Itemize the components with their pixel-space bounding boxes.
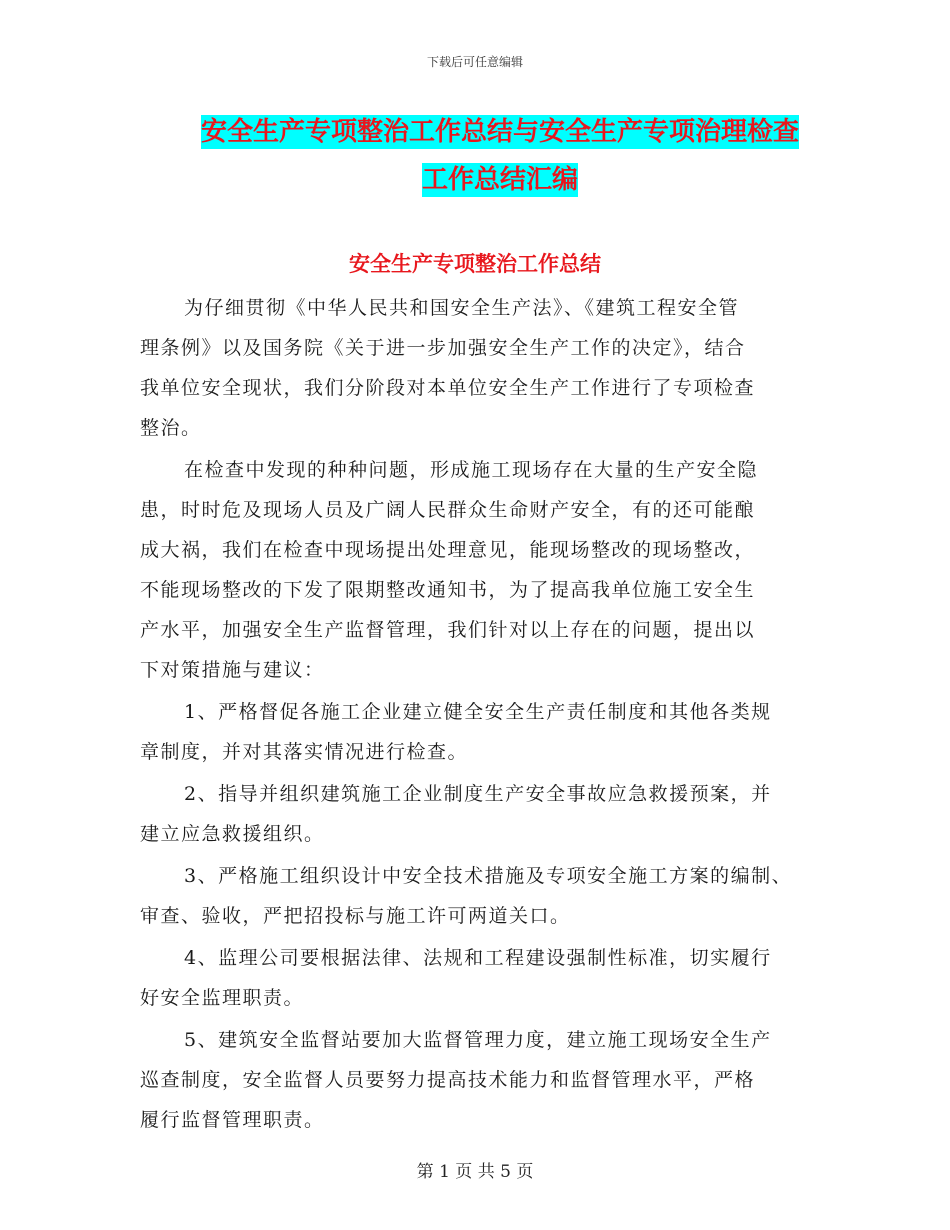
paragraph-line: 建立应急救援组织。: [140, 823, 325, 845]
paragraph-line: 患，时时危及现场人员及广阔人民群众生命财产安全，有的还可能酿: [140, 499, 756, 521]
list-item: [140, 692, 810, 772]
paragraph-line: 审查、验收，严把招投标与施工许可两道关口。: [140, 905, 571, 927]
paragraph-line: 5、建筑安全监督站要加大监督管理力度，建立施工现场安全生产: [184, 1029, 772, 1051]
list-item: [140, 1020, 810, 1140]
paragraph-line: 1、严格督促各施工企业建立健全安全生产责任制度和其他各类规: [184, 701, 772, 723]
page-number: 第 1 页 共 5 页: [416, 1162, 534, 1182]
section-title: 安全生产专项整治工作总结: [349, 252, 601, 276]
header-note: 下载后可任意编辑: [426, 55, 523, 69]
paragraph-line: 履行监督管理职责。: [140, 1109, 325, 1131]
paragraph-line: 巡查制度，安全监督人员要努力提高技术能力和监督管理水平，严格: [140, 1069, 756, 1091]
paragraph-line: 章制度，并对其落实情况进行检查。: [140, 741, 469, 763]
paragraph-line: 下对策措施与建议：: [140, 659, 325, 681]
paragraph-line: 整治。: [140, 417, 202, 439]
paragraph: [140, 450, 810, 690]
paragraph: [140, 288, 810, 448]
paragraph-line: 成大祸，我们在检查中现场提出处理意见，能现场整改的现场整改，: [140, 539, 756, 561]
paragraph-line: 产水平，加强安全生产监督管理，我们针对以上存在的问题，提出以: [140, 619, 756, 641]
list-item: [140, 774, 810, 854]
paragraph-line: 我单位安全现状，我们分阶段对本单位安全生产工作进行了专项检查: [140, 377, 756, 399]
document-body: [140, 288, 810, 1142]
list-item: [140, 856, 810, 936]
paragraph-line: 好安全监理职责。: [140, 987, 305, 1009]
document-title-line-1: 安全生产专项整治工作总结与安全生产专项治理检查: [200, 117, 799, 147]
paragraph-line: 2、指导并组织建筑施工企业制度生产安全事故应急救援预案，并: [184, 783, 772, 805]
paragraph-line: 不能现场整改的下发了限期整改通知书，为了提高我单位施工安全生: [140, 579, 756, 601]
paragraph-line: 在检查中发现的种种问题，形成施工现场存在大量的生产安全隐: [184, 459, 759, 481]
paragraph-line: 4、监理公司要根据法律、法规和工程建设强制性标准，切实履行: [184, 947, 772, 969]
list-item: [140, 938, 810, 1018]
paragraph-line: 理条例》以及国务院《关于进一步加强安全生产工作的决定》，结合: [140, 337, 746, 359]
document-title-line-2: 工作总结汇编: [421, 165, 578, 195]
document-title: [140, 108, 860, 204]
paragraph-line: 为仔细贯彻《中华人民共和国安全生产法》、《建筑工程安全管: [184, 297, 740, 319]
paragraph-line: 3、严格施工组织设计中安全技术措施及专项安全施工方案的编制、: [184, 865, 793, 887]
